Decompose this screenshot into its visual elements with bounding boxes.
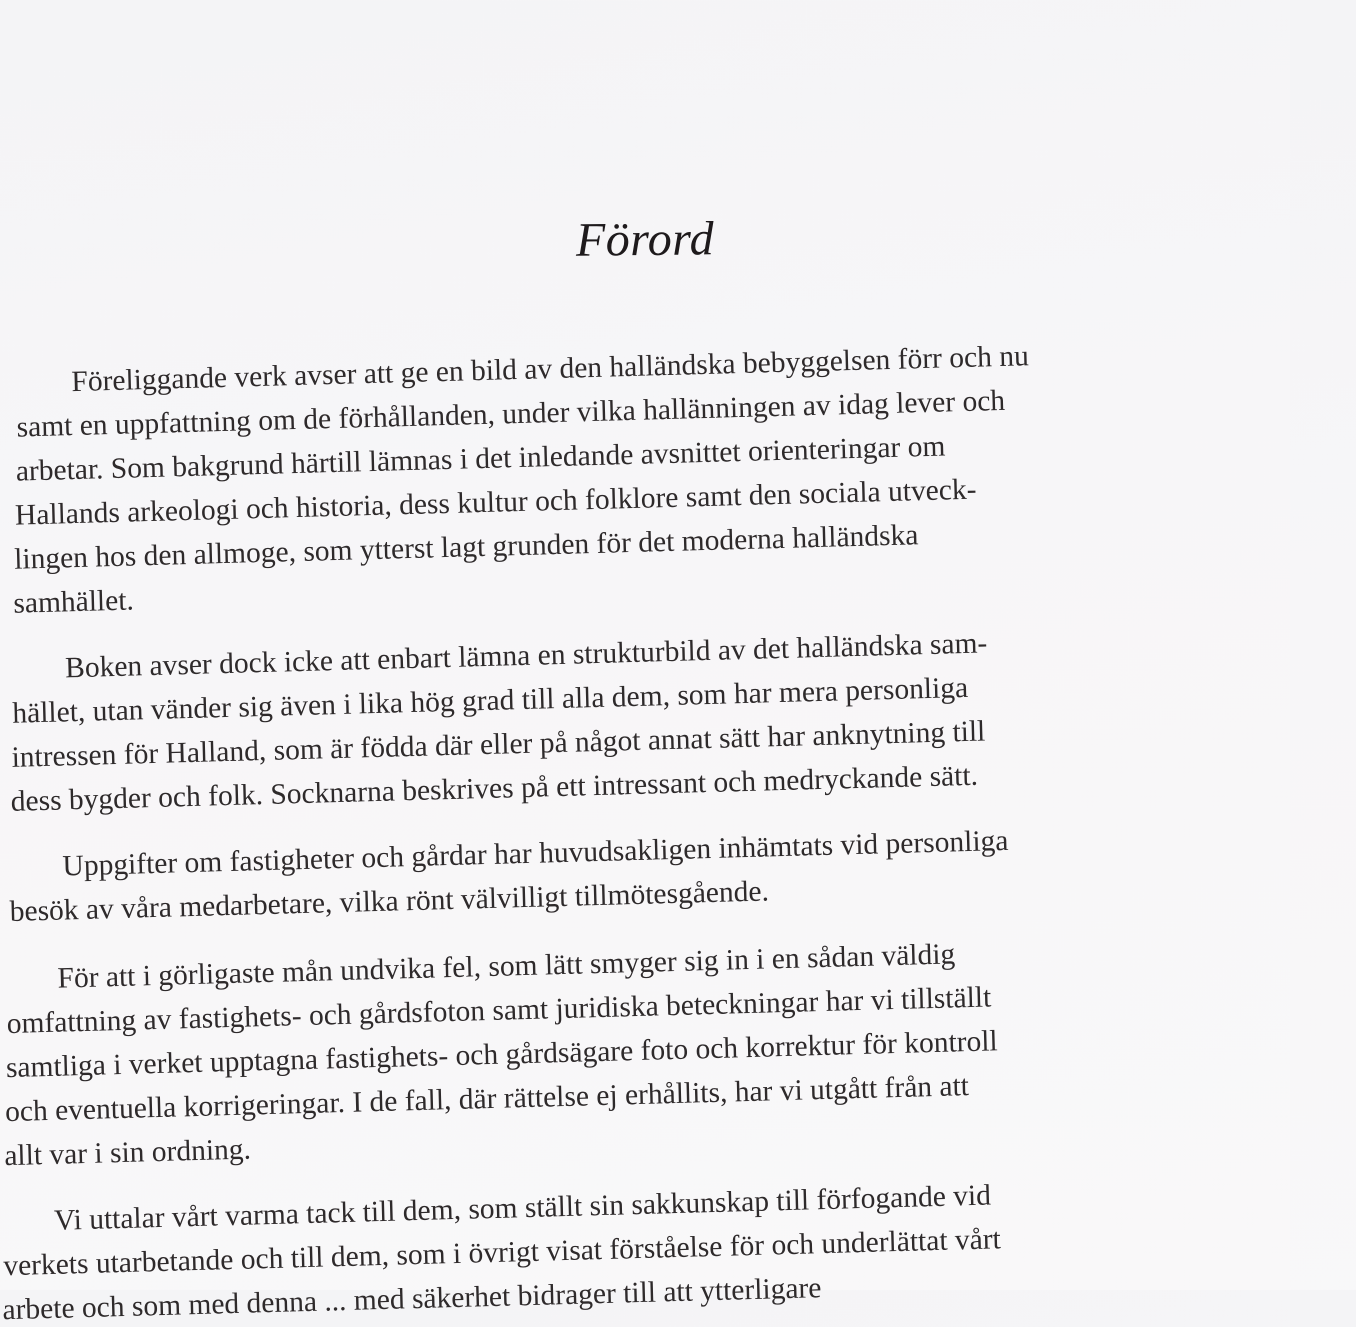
text-line: Vi uttalar vårt varma tack till dem, som ställt sin sakkunskap till förfogande vid [53, 1179, 992, 1237]
text-line: dess bygder och folk. Socknarna beskrives på ett intressant och medryckande sätt. [10, 759, 979, 818]
text-line: samtliga i verket upptagna fastighets- och gårdsägare foto och korrektur för kontroll [5, 1025, 999, 1085]
text-line: och eventuella korrigeringar. I de fall, där rättelse ej erhållits, har vi utgått från att [4, 1070, 970, 1129]
text-line: För att i görligaste mån undvika fel, som lätt smyger sig in i en sådan väldig [57, 938, 956, 995]
text-line: lingen hos den allmoge, som ytterst lagt grunden för det moderna halländska [13, 519, 919, 576]
text-line: hället, utan vänder sig även i lika hög grad till alla dem, som har mera personliga [11, 671, 969, 730]
page-title: Förord [575, 212, 715, 267]
text-line: arbete och som med denna ... med säkerhet bidrager till att ytterligare [2, 1272, 822, 1327]
text-line: besök av våra medarbetare, vilka rönt välvilligt tillmötesgående. [9, 875, 770, 928]
paragraph-1 [0, 294, 1330, 620]
text-line: arbetar. Som bakgrund härtill lämnas i det inledande avsnittet orienteringar om [15, 430, 946, 488]
text-line: samt en uppfattning om de förhållanden, under vilka hallänningen av idag lever och [16, 384, 1006, 444]
text-line: Föreliggande verk avser att ge en bild av den halländska bebyggelsen förr och nu [71, 340, 1030, 399]
text-line: verkets utarbetande och till dem, som i övrigt visat förståelse för och underlättat vårt [2, 1223, 1002, 1283]
text-line: samhället. [12, 584, 135, 620]
text-line: allt var i sin ordning. [3, 1133, 252, 1173]
body-text [0, 294, 1330, 1327]
text-line: Hallands arkeologi och historia, dess kultur och folklore samt den sociala utveck- [14, 473, 977, 532]
text-line: Uppgifter om fastigheter och gårdar har huvudsakligen inhämtats vid personliga [62, 824, 1009, 883]
text-line: Boken avser dock icke att enbart lämna en strukturbild av det halländska sam- [64, 627, 988, 685]
text-line: intressen för Halland, som är födda där eller på något annat sätt har anknytning till [11, 715, 986, 774]
text-line: omfattning av fastighets- och gårdsfoton samt juridiska beteckningar har vi tillställt [6, 981, 992, 1041]
